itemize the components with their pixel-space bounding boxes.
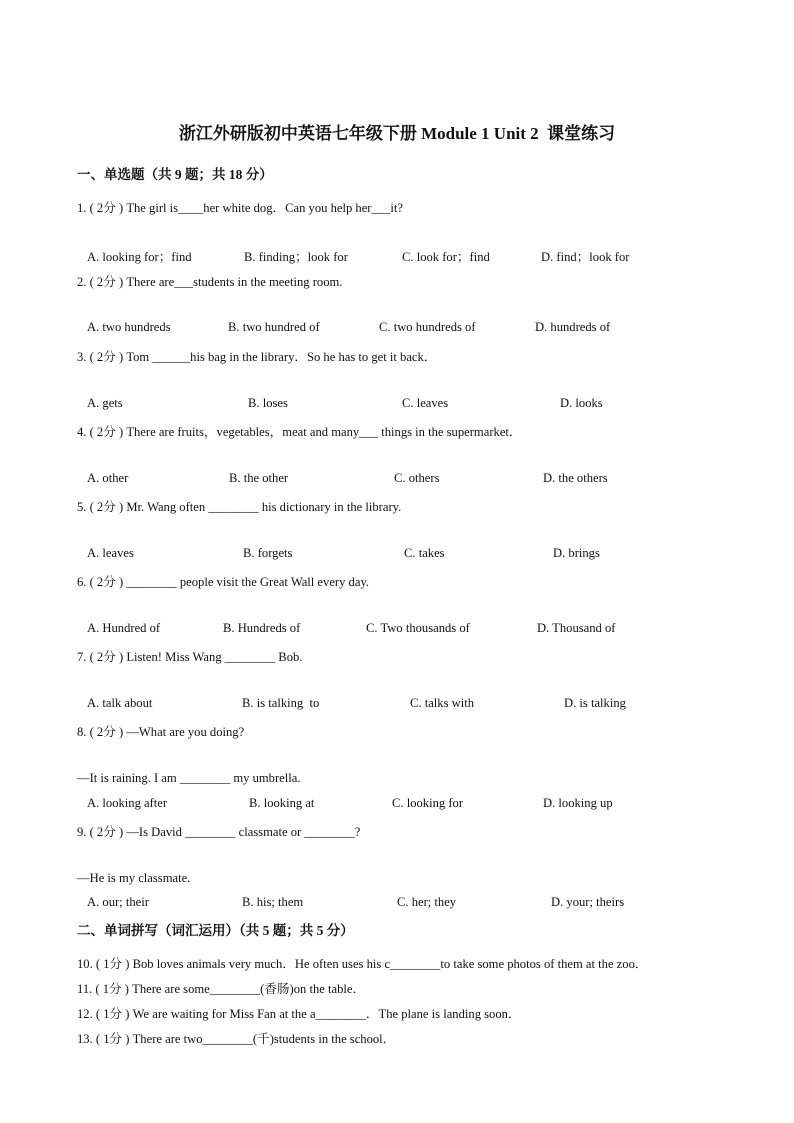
section-heading-spelling: 二、单词拼写（词汇运用）（共 5 题；共 5 分） [77, 923, 354, 938]
question-9: 9. ( 2分 ) —Is David ________ classmate or ________? [77, 825, 361, 839]
q1-option-c[interactable]: C. look for；find [402, 250, 490, 264]
question-5: 5. ( 2分 ) Mr. Wang often ________ his dictionary in the library. [77, 500, 402, 514]
q1-option-a[interactable]: A. looking for；find [87, 250, 192, 264]
q6-option-c[interactable]: C. Two thousands of [366, 621, 470, 635]
q9-option-a[interactable]: A. our; their [87, 895, 149, 909]
q7-option-b[interactable]: B. is talking to [242, 696, 320, 710]
q5-option-a[interactable]: A. leaves [87, 546, 134, 560]
question-13: 13. ( 1分 ) There are two________(千)students in the school． [77, 1032, 396, 1046]
question-6: 6. ( 2分 ) ________ people visit the Great Wall every day. [77, 575, 370, 589]
q5-option-b[interactable]: B. forgets [243, 546, 293, 560]
q6-option-d[interactable]: D. Thousand of [537, 621, 616, 635]
q4-option-b[interactable]: B. the other [229, 471, 289, 485]
q8-option-a[interactable]: A. looking after [87, 796, 168, 810]
question-4: 4. ( 2分 ) There are fruits，vegetables，meat and many___ things in the supermarket． [77, 425, 522, 439]
q6-option-a[interactable]: A. Hundred of [87, 621, 161, 635]
page-title: 浙江外研版初中英语七年级下册 Module 1 Unit 2 课堂练习 [178, 124, 616, 143]
q9-option-c[interactable]: C. her; they [397, 895, 457, 909]
q2-option-d[interactable]: D. hundreds of [535, 320, 611, 334]
q9-option-d[interactable]: D. your; theirs [551, 895, 625, 909]
q3-option-b[interactable]: B. loses [248, 396, 288, 410]
q5-option-d[interactable]: D. brings [553, 546, 600, 560]
q7-option-c[interactable]: C. talks with [410, 696, 475, 710]
q7-option-d[interactable]: D. is talking [564, 696, 626, 710]
question-12: 12. ( 1分 ) We are waiting for Miss Fan at the a________．The plane is landing soon． [77, 1007, 521, 1021]
question-8-dialogue: —It is raining. I am ________ my umbrella. [77, 771, 301, 785]
question-9-dialogue: —He is my classmate. [77, 871, 191, 885]
question-11: 11. ( 1分 ) There are some________(香肠)on the table． [77, 982, 366, 996]
q8-option-b[interactable]: B. looking at [249, 796, 315, 810]
question-1: 1. ( 2分 ) The girl is____her white dog．Can you help her___it? [77, 201, 403, 215]
q3-option-a[interactable]: A. gets [87, 396, 123, 410]
q5-option-c[interactable]: C. takes [404, 546, 445, 560]
q9-option-b[interactable]: B. his; them [242, 895, 304, 909]
question-8: 8. ( 2分 ) —What are you doing? [77, 725, 245, 739]
question-7: 7. ( 2分 ) Listen! Miss Wang ________ Bob. [77, 650, 303, 664]
q3-option-c[interactable]: C. leaves [402, 396, 449, 410]
q4-option-d[interactable]: D. the others [543, 471, 608, 485]
q1-option-b[interactable]: B. finding；look for [244, 250, 348, 264]
q7-option-a[interactable]: A. talk about [87, 696, 153, 710]
q6-option-b[interactable]: B. Hundreds of [223, 621, 301, 635]
q4-option-c[interactable]: C. others [394, 471, 440, 485]
q1-option-d[interactable]: D. find；look for [541, 250, 630, 264]
section-heading-single-choice: 一、单选题（共 9 题；共 18 分） [77, 167, 273, 182]
q8-option-d[interactable]: D. looking up [543, 796, 613, 810]
q2-option-a[interactable]: A. two hundreds [87, 320, 171, 334]
q8-option-c[interactable]: C. looking for [392, 796, 464, 810]
question-3: 3. ( 2分 ) Tom ______his bag in the library．So he has to get it back． [77, 350, 437, 364]
q4-option-a[interactable]: A. other [87, 471, 129, 485]
q3-option-d[interactable]: D. looks [560, 396, 603, 410]
question-10: 10. ( 1分 ) Bob loves animals very much．He often uses his c________to take some photos of them at the zoo． [77, 957, 648, 971]
question-2: 2. ( 2分 ) There are___students in the meeting room. [77, 275, 343, 289]
q2-option-b[interactable]: B. two hundred of [228, 320, 320, 334]
q2-option-c[interactable]: C. two hundreds of [379, 320, 476, 334]
